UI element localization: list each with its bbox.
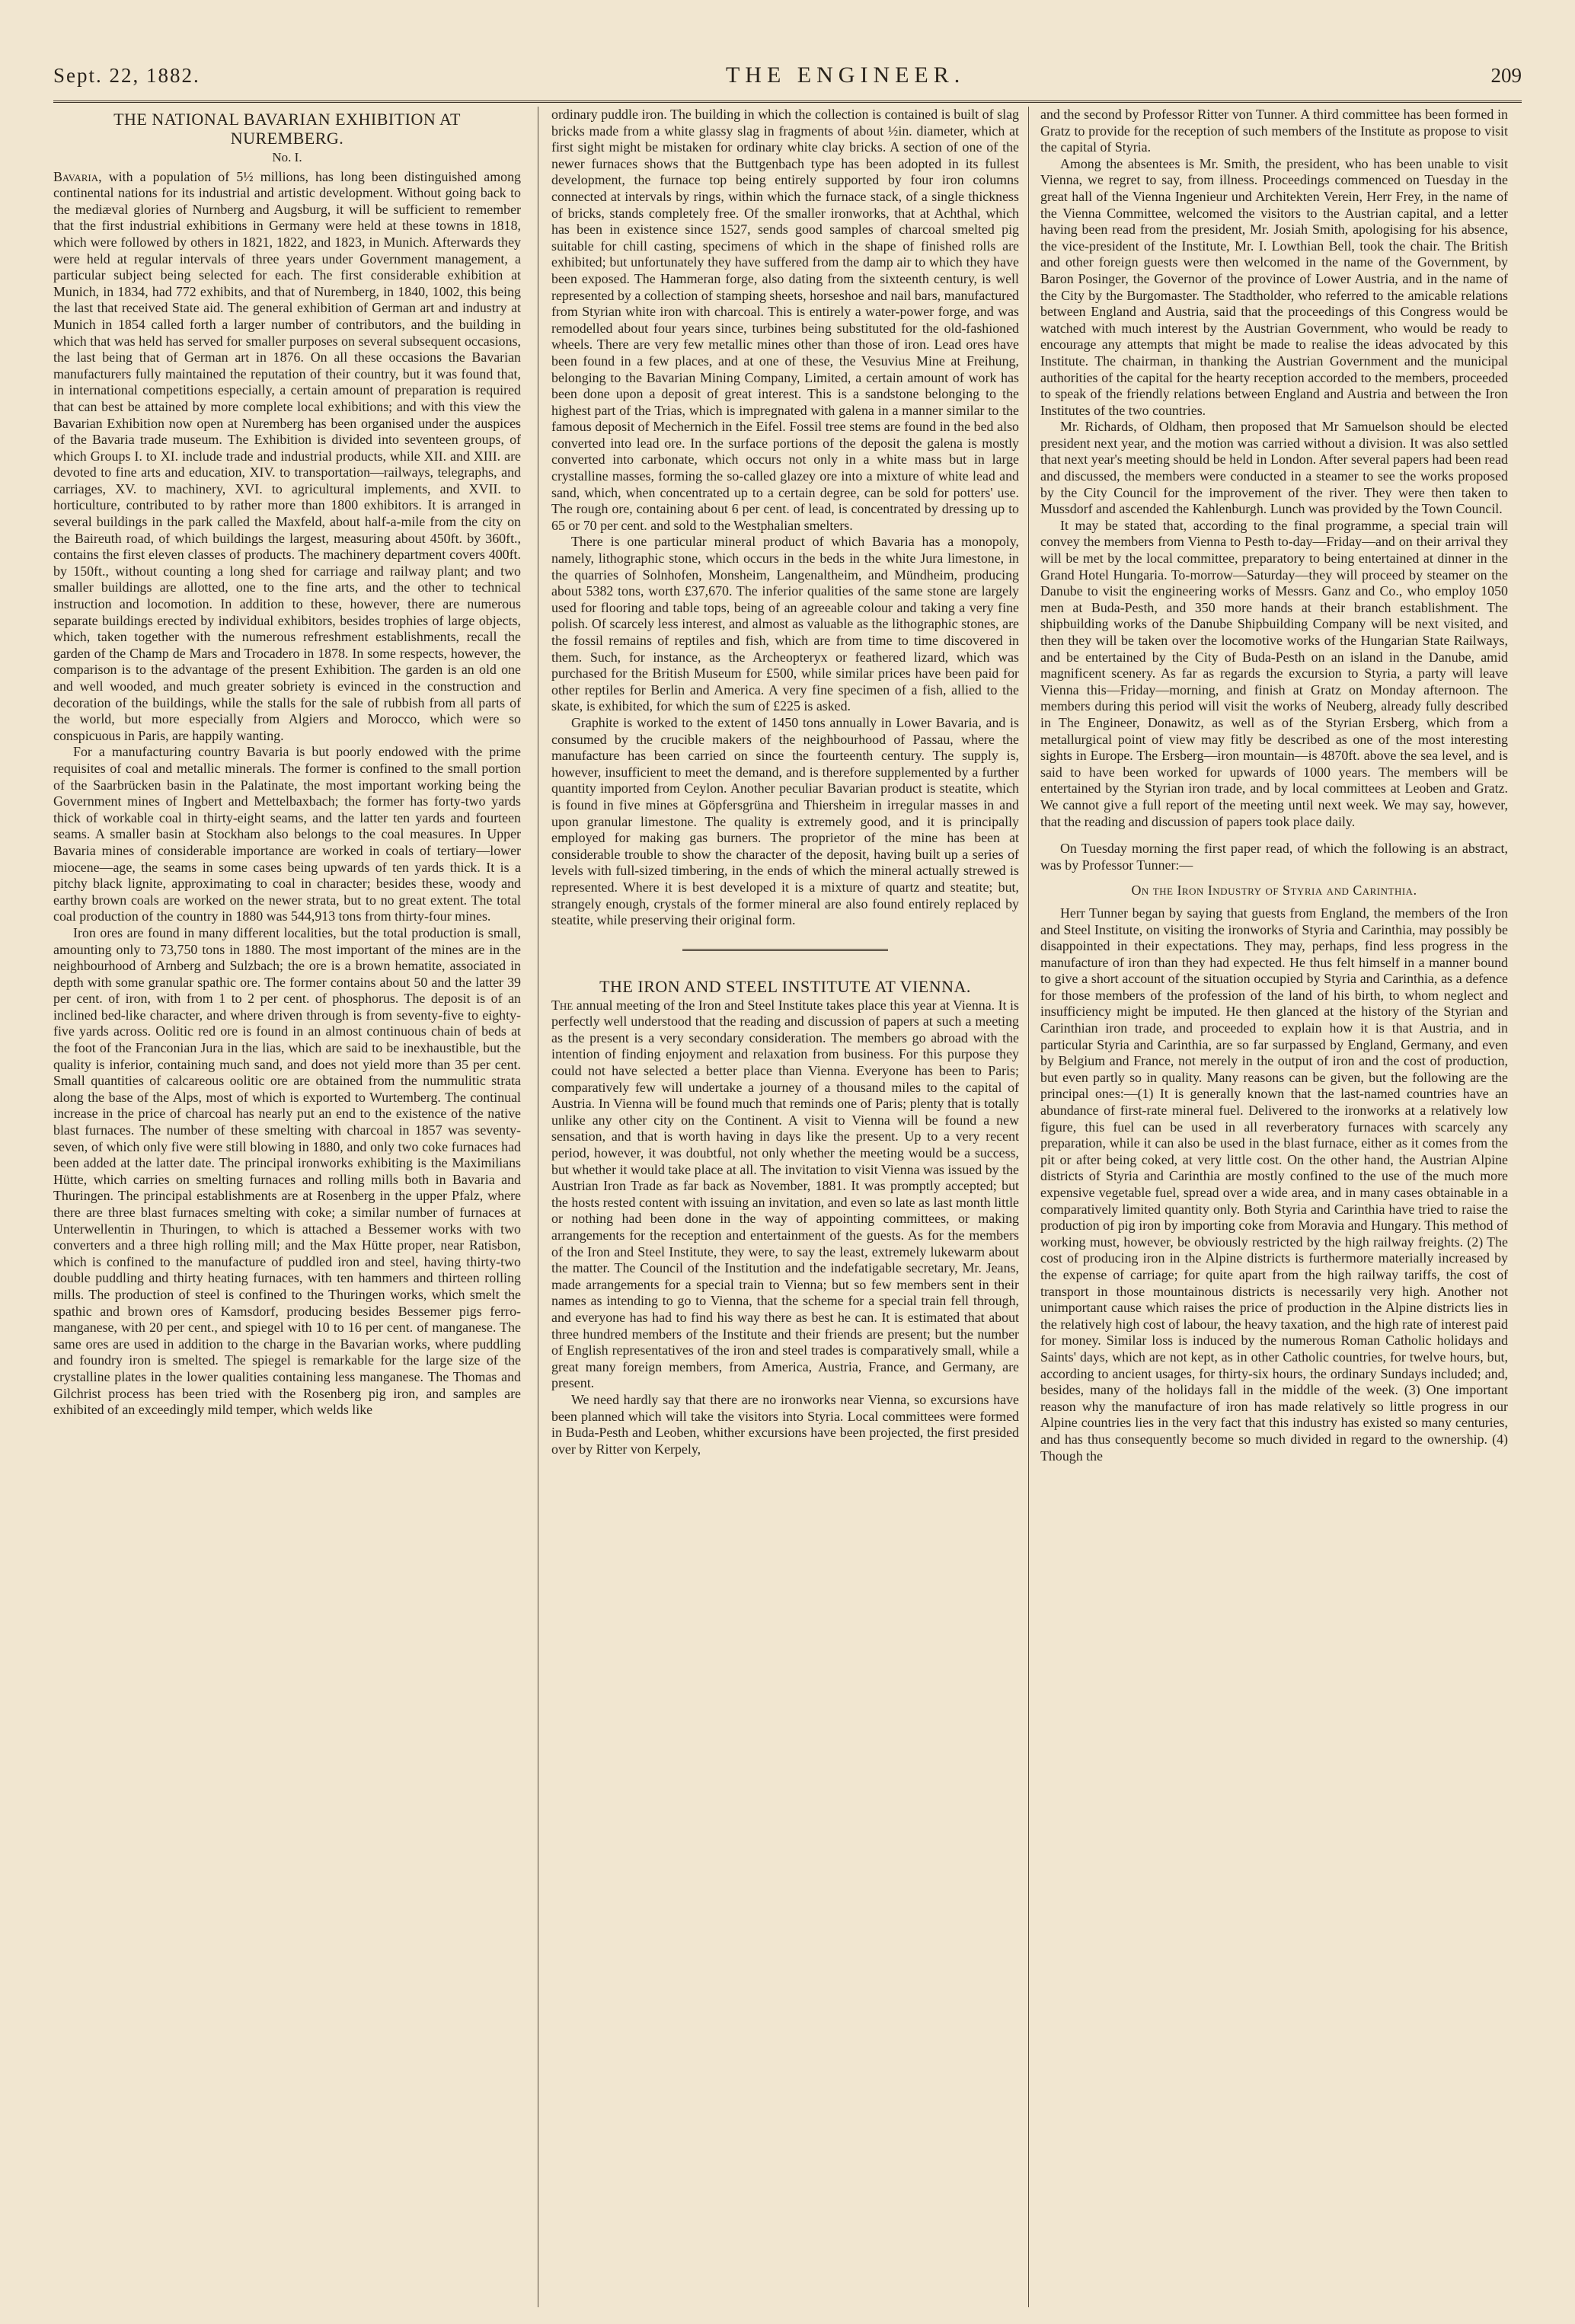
lead-word: The (551, 997, 573, 1013)
article-paragraph: Mr. Richards, of Oldham, then proposed that Mr Samuelson should be elected president next year, and the motion was carried without a division. It was also settled that next year's meeting should be held in London. After several papers had been read and discussed, the members were conducted in a steamer to see the works proposed by the City Council for the improvement of the river. They were then taken to Mussdorf and ascended the Kahlenburgh. Lunch was provided by the Town Council. (1040, 419, 1508, 517)
article-paragraph: We need hardly say that there are no ironworks near Vienna, so excursions have been planned which will take the visitors into Styria. Local committees were formed in Buda-Pesth and Leoben, whither excursions have been projected, the first presided over by Ritter von Kerpely, (551, 1391, 1019, 1457)
article-paragraph: On Tuesday morning the first paper read, of which the following is an abstract, was by Professor Tunner:— (1040, 841, 1508, 873)
article-paragraph: Herr Tunner began by saying that guests from England, the members of the Iron and Steel Institute, on visiting the ironworks of Styria and Carinthia, may possibly be disappointed in their expectations. They may, perhaps, find less progress in the manufacture of iron than they had expected. He thus felt himself in a manner bound to give a short account of the situation occupied by Styria and Carinthia, as a defence for those members of the profession of the land of his birth, to whom neglect and insufficiency might be imputed. He then glanced at the history of the Styrian and Carinthian iron trade, and proceeded to explain how it is that Austria, and in particular Styria and Carinthia, are so far surpassed by England, Germany, and even by Belgium and France, not merely in the output of iron and the cost of production, but even partly so in quality. Many reasons can be given, but the following are the principal ones:—(1) It is generally known that the last-named countries have an abundance of first-rate mineral fuel. Delivered to the ironworks at a relatively low figure, this fuel can be used in all reverberatory furnaces with scarcely any preparation, while it can also be used in the blast furnace, either as it comes from the pit or after being coked, at very little cost. On the other hand, the Austrian Alpine districts of Styria and Carinthia are mostly confined to the use of the much more expensive vegetable fuel, spread over a wide area, and in many cases obtainable in a comparatively limited quantity only. Both Styria and Carinthia have tried to raise the production of pig iron by importing coke from Moravia and Hungary. This method of working must, however, be obviously restricted by the high railway freights. (2) The cost of producing iron in the Alpine districts is furthermore materially increased by the expense of carriage; for quite apart from the high railway tariffs, the cost of transport in those mountainous districts is necessarily very high. Another not unimportant cause which raises the price of production in the Alpine districts lies in the relatively high cost of labour, the heavy taxation, and the high rate of interest paid for money. Similar loss is induced by the numerous Roman Catholic holidays and Saints' days, which are not kept, as in other Catholic countries, for twelve hours, but, according to ancient usages, for thirty-six hours, the ordinary Sundays included; and, besides, many of the holidays fall in the middle of the week. (3) One important reason why the manufacture of iron has made relatively so little progress in our Alpine countries lies in the very fact that this industry has existed so many centuries, and has thus consequently become so much divided in regard to the ownership. (4) Though the (1040, 905, 1508, 1464)
lead-word: Bavaria, (53, 168, 102, 184)
article-paragraph: For a manufacturing country Bavaria is but poorly endowed with the prime requisites of coal and metallic minerals. The former is confined to the small portion of the Saarbrücken basin in the Palatinate, the most important working being the Government mines of Ingbert and Mettelbaxbach; the former has forty-two yards thick of workable coal in thirty-eight seams, and the latter ten yards and fourteen seams. A smaller basin at Stockham also belongs to the coal measures. In Upper Bavaria mines of considerable importance are worked in coals of tertiary—lower miocene—age, the seams in some cases being upwards of ten yards thick. It is a pitchy black lignite, approximating to coal in character; besides these, woody and earthy brown coals are worked on the newer strata, but to no great extent. The total coal production of the country in 1880 was 544,913 tons from thirty-four mines. (53, 744, 521, 924)
article-separator (682, 949, 888, 951)
article-paragraph (551, 998, 1019, 1392)
paragraph-text: with a population of 5½ millions, has long been distinguished among continental nations for its industrial and artistic development. Without going back to the mediæval glories of Nurnberg and Augsburg, it will be sufficient to remember that the first industrial exhibitions in Germany were held at these towns in 1818, which were followed by others in 1821, 1822, and 1823, in Munich. Afterwards they were held at regular intervals of three years under Government management, a particular subject being selected for each. The first considerable exhibition at Munich, in 1834, had 772 exhibits, and that of Nuremberg, in 1840, 1002, this being the last that received State aid. The general exhibition of German art and industry at Munich in 1854 called forth a larger number of contributors, and the building in which that was held has served for smaller purposes on several subsequent occasions, the last being that of German art in 1876. On all these occasions the Bavarian manufacturers fully maintained the reputation of their country, but it was found that, in international competitions especially, a certain amount of preparation is required that can best be attained by more complete local exhibitions; and with this view the Bavarian Exhibition now open at Nuremberg has been organised under the auspices of the Bavaria trade museum. The Exhibition is divided into seventeen groups, of which Groups I. to XI. include trade and industrial products, while XII. and XIII. are devoted to fine arts and education, XIV. to transportation—railways, telegraphs, and carriages, XV. to machinery, XVI. to agricultural implements, and XVII. to horticulture, contributed to by rather more than 1800 exhibitors. It is arranged in several buildings in the park called the Maxfeld, about half-a-mile from the city on the Baireuth road, of which buildings the largest, measuring about 450ft. by 360ft., contains the first eleven classes of products. The machinery department covers 400ft. by 150ft., without counting a long shed for carriage and railway plant; and two smaller buildings are allotted, one to the fine arts, and the other to technical instruction and locomotion. In addition to these, however, there are numerous separate buildings erected by individual exhibitors, besides trophies of large objects, which, taken together with the numerous refreshment establishments, recall the garden of the Champ de Mars and Trocadero in 1878. In some respects, however, the comparison is to the advantage of the present Exhibition. The garden is an old one and well wooded, and much greater sobriety is evinced in the construction and decoration of the buildings, while the stalls for the sale of rubbish from all parts of the world, but more especially from Algiers and Morocco, which were so conspicuous in Paris, are happily wanting. (53, 168, 521, 743)
page-number: 209 (1490, 64, 1522, 87)
article-paragraph (53, 169, 521, 745)
column-3 (1040, 107, 1508, 2307)
article-paragraph: and the second by Professor Ritter von Tunner. A third committee has been formed in Gratz to provide for the reception of such members of the Institute as propose to visit the capital of Styria. (1040, 107, 1508, 155)
article-paragraph: There is one particular mineral product of which Bavaria has a monopoly, namely, lithographic stone, which occurs in the beds in the white Jura limestone, in the quarries of Solnhofen, Monsheim, Langenaltheim, and Mündheim, producing about 5382 tons, worth £37,670. The inferior qualities of the same stone are largely used for flooring and table tops, being of an agreeable colour and taking a very fine polish. Of scarcely less interest, and almost as valuable as the lithographic stones, are the fossil remains of reptiles and fish, which are from time to time discovered in them. Such, for instance, as the Archeopteryx or feathered lizard, which was purchased for the British Museum for £500, while similar prices have been paid for other reptiles for Berlin and America. A very fine specimen of a fish, allied to the skate, is exhibited, for which the sum of £225 is asked. (551, 534, 1019, 714)
article-title-iron-steel-institute: THE IRON AND STEEL INSTITUTE AT VIENNA. (599, 976, 971, 996)
article-paragraph: ordinary puddle iron. The building in which the collection is contained is built of slag bricks made from a white glassy slag in fragments of about ½in. diameter, which at first sight might be mistaken for ordinary white clay bricks. A section of one of the newer furnaces shows that the Buttgenbach type has been adopted in its fullest development, the furnace top being entirely supported by four iron columns connected at intervals by rings, within which the furnace stack, of a single thickness of bricks, stands completely free. Of the smaller ironworks, that at Achthal, which has been in existence since 1527, sends good samples of charcoal smelted pig suitable for chill casting, specimens of which in the shape of finished rolls are exhibited; but unfortunately they have suffered from the damp air to which they have been exposed. The Hammeran forge, also dating from the sixteenth century, is well represented by a collection of stamping sheets, horseshoe and nail bars, manufactured from Styrian white iron with charcoal. This is entirely a water-power forge, and was remodelled about four years since, turbines being substituted for the old-fashioned wheels. There are very few metallic mines other than those of iron. Lead ores have been found in a few places, and at one of these, the Vesuvius Mine at Freihung, belonging to the Bavarian Mining Company, Limited, a certain amount of work has been done upon a deposit of great interest. This is a sandstone belonging to the highest part of the Trias, which is impregnated with galena in a manner similar to the famous deposit of Mechernich in the Eifel. Fossil tree stems are found in the bed also converted into lead ore. In the surface portions of the deposit the galena is mostly converted into carbonate, which occurs not only in a white mass but in large crystalline masses, forming the so-called glazey ore into a mixture of white lead and sand, which, when concentrated up to a certain degree, can be sold for potters' use. The rough ore, containing about 6 per cent. of lead, is concentrated by dressing up to 65 or 70 per cent. and sold to the Westphalian smelters. (551, 107, 1019, 533)
section-heading: On the Iron Industry of Styria and Carinthia. (1131, 883, 1417, 899)
article-paragraph: Iron ores are found in many different localities, but the total production is small, amounting only to 73,750 tons in 1880. The most important of the mines are in the neighbourhood of Arnberg and Sulzbach; the ore is a brown hematite, associated in depth with some granular spathic ore. The former contains about 50 and the latter 39 per cent. of iron, with from 1 to 2 per cent. of phosphorus. The deposit is of an inclined bed-like character, and where driven through is from seventy-five to eighty-five yards across. Oolitic red ore is found in an almost continuous chain of beds at the foot of the Franconian Jura in the lias, which are said to be inexhaustible, but the quality is inferior, containing much sand, and does not yield more than 35 per cent. Small quantities of calcareous oolitic ore are obtained from the nummulitic strata along the base of the Alps, most of which is exported to Wurtemberg. The continual increase in the price of charcoal has nearly put an end to the existence of the native blast furnaces. The number of these smelting with charcoal in 1857 was seventy-seven, of which only five were still blowing in 1880, and only two coke furnaces had been added at the latter date. The principal ironworks exhibiting is the Maximilians Hütte, which carries on smelting furnaces and rolling mills both in Bavaria and Thuringen. The principal establishments are at Rosenberg in the upper Pfalz, where there are three blast furnaces smelting with coke; a similar number of furnaces at Unterwellentin in Thuringen, to which is attached a Bessemer works with two converters and a three high rolling mill; and the Max Hütte proper, near Ratisbon, which is confined to the manufacture of puddled iron and steel, having thirty-two double puddling and thirty heating furnaces, with ten hammers and thirteen rolling mills. The production of steel is confined to the Thuringen works, which smelt the spathic and brown ores of Kamsdorf, producing besides Bessemer pigs ferro-manganese, with 20 per cent., and spiegel with 10 to 16 per cent. of manganese. The same ores are used in addition to the charge in the Bavarian works, where puddling and foundry iron is smelted. The spiegel is remarkable for the large size of the crystalline plates in the lower qualities containing less manganese. The Thomas and Gilchrist process has been tried with the Rosenberg pig iron, and samples are exhibited of an exceedingly mild temper, which welds like (53, 924, 521, 1418)
page-header (53, 62, 1522, 101)
column-1 (53, 107, 521, 2307)
article-paragraph: Among the absentees is Mr. Smith, the president, who has been unable to visit Vienna, we regret to say, from illness. Proceedings commenced on Tuesday in the great hall of the Vienna Ingenieur und Architekten Verein, Herr Frey, in the name of the Vienna Committee, welcomed the visitors to the Austrian capital, and a letter having been read from the president, Mr. Josiah Smith, apologising for his absence, the vice-president of the Institute, Mr. I. Lowthian Bell, took the chair. The British and other foreign guests were then welcomed in the name of the Government, by Baron Posinger, the Governor of the province of Lower Austria, and in the name of the City by the Burgomaster. The Stadtholder, who referred to the amicable relations between England and Austria, said that the proceedings of this Congress would be watched with much interest by the Austrian Government, who would be ready to encourage any attempts that might be made to realise the ideas advocated by this Institute. The chairman, in thanking the Austrian Government and the municipal authorities of the capital for the hearty reception accorded to the members, proceeded to speak of the friendly relations between England and Austria and between the Iron Institutes of the two countries. (1040, 155, 1508, 418)
article-paragraph: It may be stated that, according to the final programme, a special train will convey the members from Vienna to Pesth to-day—Friday—and on their arrival they will be met by the local committee, preparatory to being entertained at dinner in the Grand Hotel Hungaria. To-morrow—Saturday—they will proceed by steamer on the Danube to visit the engineering works of Messrs. Ganz and Co., who employ 1050 men at Buda-Pesth, and 350 more hands at their branch establishment. The shipbuilding works of the Danube Shipbuilding Company will be next visited, and then they will be taken over the locomotive works of the Hungarian State Railways, and be entertained by the City of Buda-Pesth on an island in the Danube, amid magnificent scenery. As far as regards the excursion to Styria, a party will leave Vienna this—Friday—morning, and finish at Gratz on Monday afternoon. The members during this period will visit the works of Neuberg, already fully described in The Engineer, Donawitz, as well as of the Styrian Ersberg, which from a metallurgical point of view may fitly be described as one of the most interesting sights in Europe. The Ersberg—iron mountain—is 4870ft. above the sea level, and is said to have been worked for upwards of 1000 years. The members will be entertained by the Styrian iron trade, and by local committees at Leoben and Gratz. We cannot give a full report of the meeting until next week. We may say, however, that the reading and discussion of papers took place daily. (1040, 517, 1508, 829)
header-rule (53, 101, 1522, 103)
paragraph-spacer (1040, 830, 1508, 841)
article-subtitle: No. I. (272, 150, 302, 164)
column-2 (551, 107, 1019, 2307)
article-title-bavarian-exhibition: THE NATIONAL BAVARIAN EXHIBITION AT NUREMBERG. (113, 110, 461, 148)
paragraph-text: annual meeting of the Iron and Steel Institute takes place this year at Vienna. It is perfectly well understood that the reading and discussion of papers at such a meeting as the present is a very secondary consideration. The members go abroad with the intention of finding enjoyment and relaxation from business. For this purpose they could not have selected a better place than Vienna. Everyone has been to Paris; comparatively few will undertake a journey of a thousand miles to the capital of Austria. In Vienna will be found much that reminds one of Paris; plenty that is totally unlike any other city on the Continent. A visit to Vienna will be found a new sensation, and that is worth having in days like the present. Up to a very recent period, however, it was doubtful, not only whether the meeting would be a success, but whether it would take place at all. The invitation to visit Vienna was issued by the Austrian Iron Trade as far back as November, 1881. It was promptly accepted; but the hosts rested content with issuing an invitation, and even so late as last month little or nothing had been done in the way of appointing committees, or making arrangements for the reception and entertainment of the guests. As for the members of the Iron and Steel Institute, they were, to say the least, extremely lukewarm about the matter. The Council of the Institution and the indefatigable secretary, Mr. Jeans, made arrangements for a special train to Vienna; but so few members sent in their names as intending to go to Vienna, that the scheme for a special train fell through, and everyone has had to find his way there as best he can. It is estimated that about three hundred members of the Institute and their friends are present; but the number of English representatives of the iron and steel trades is comparatively small, while a great many foreign members, from America, Austria, France, and Germany, are present. (551, 997, 1019, 1391)
article-paragraph: Graphite is worked to the extent of 1450 tons annually in Lower Bavaria, and is consumed by the crucible makers of the neighbourhood of Passau, where the manufacture has been carried on since the fourteenth century. The supply is, however, insufficient to meet the demand, and is therefore supplemented by a further quantity imported from Ceylon. Another peculiar Bavarian product is steatite, which is found in five mines at Göpfersgrüna and Thiersheim in irregular masses in and upon granular limestone. The quality is extremely good, and it is principally employed for making gas burners. The proprietor of the mine has been at considerable trouble to show the character of the deposit, having built up a series of levels with full-sized timbering, in the ends of which the mineral actually strewed is represented. Where it is best developed it is a mixture of quartz and steatite; but, strangely enough, crystals of the former mineral are also found entirely replaced by steatite, while preserving their original form. (551, 714, 1019, 928)
header-date: Sept. 22, 1882. (53, 64, 200, 87)
column-divider-2 (1028, 107, 1029, 2307)
masthead-title: THE ENGINEER. (725, 62, 966, 88)
